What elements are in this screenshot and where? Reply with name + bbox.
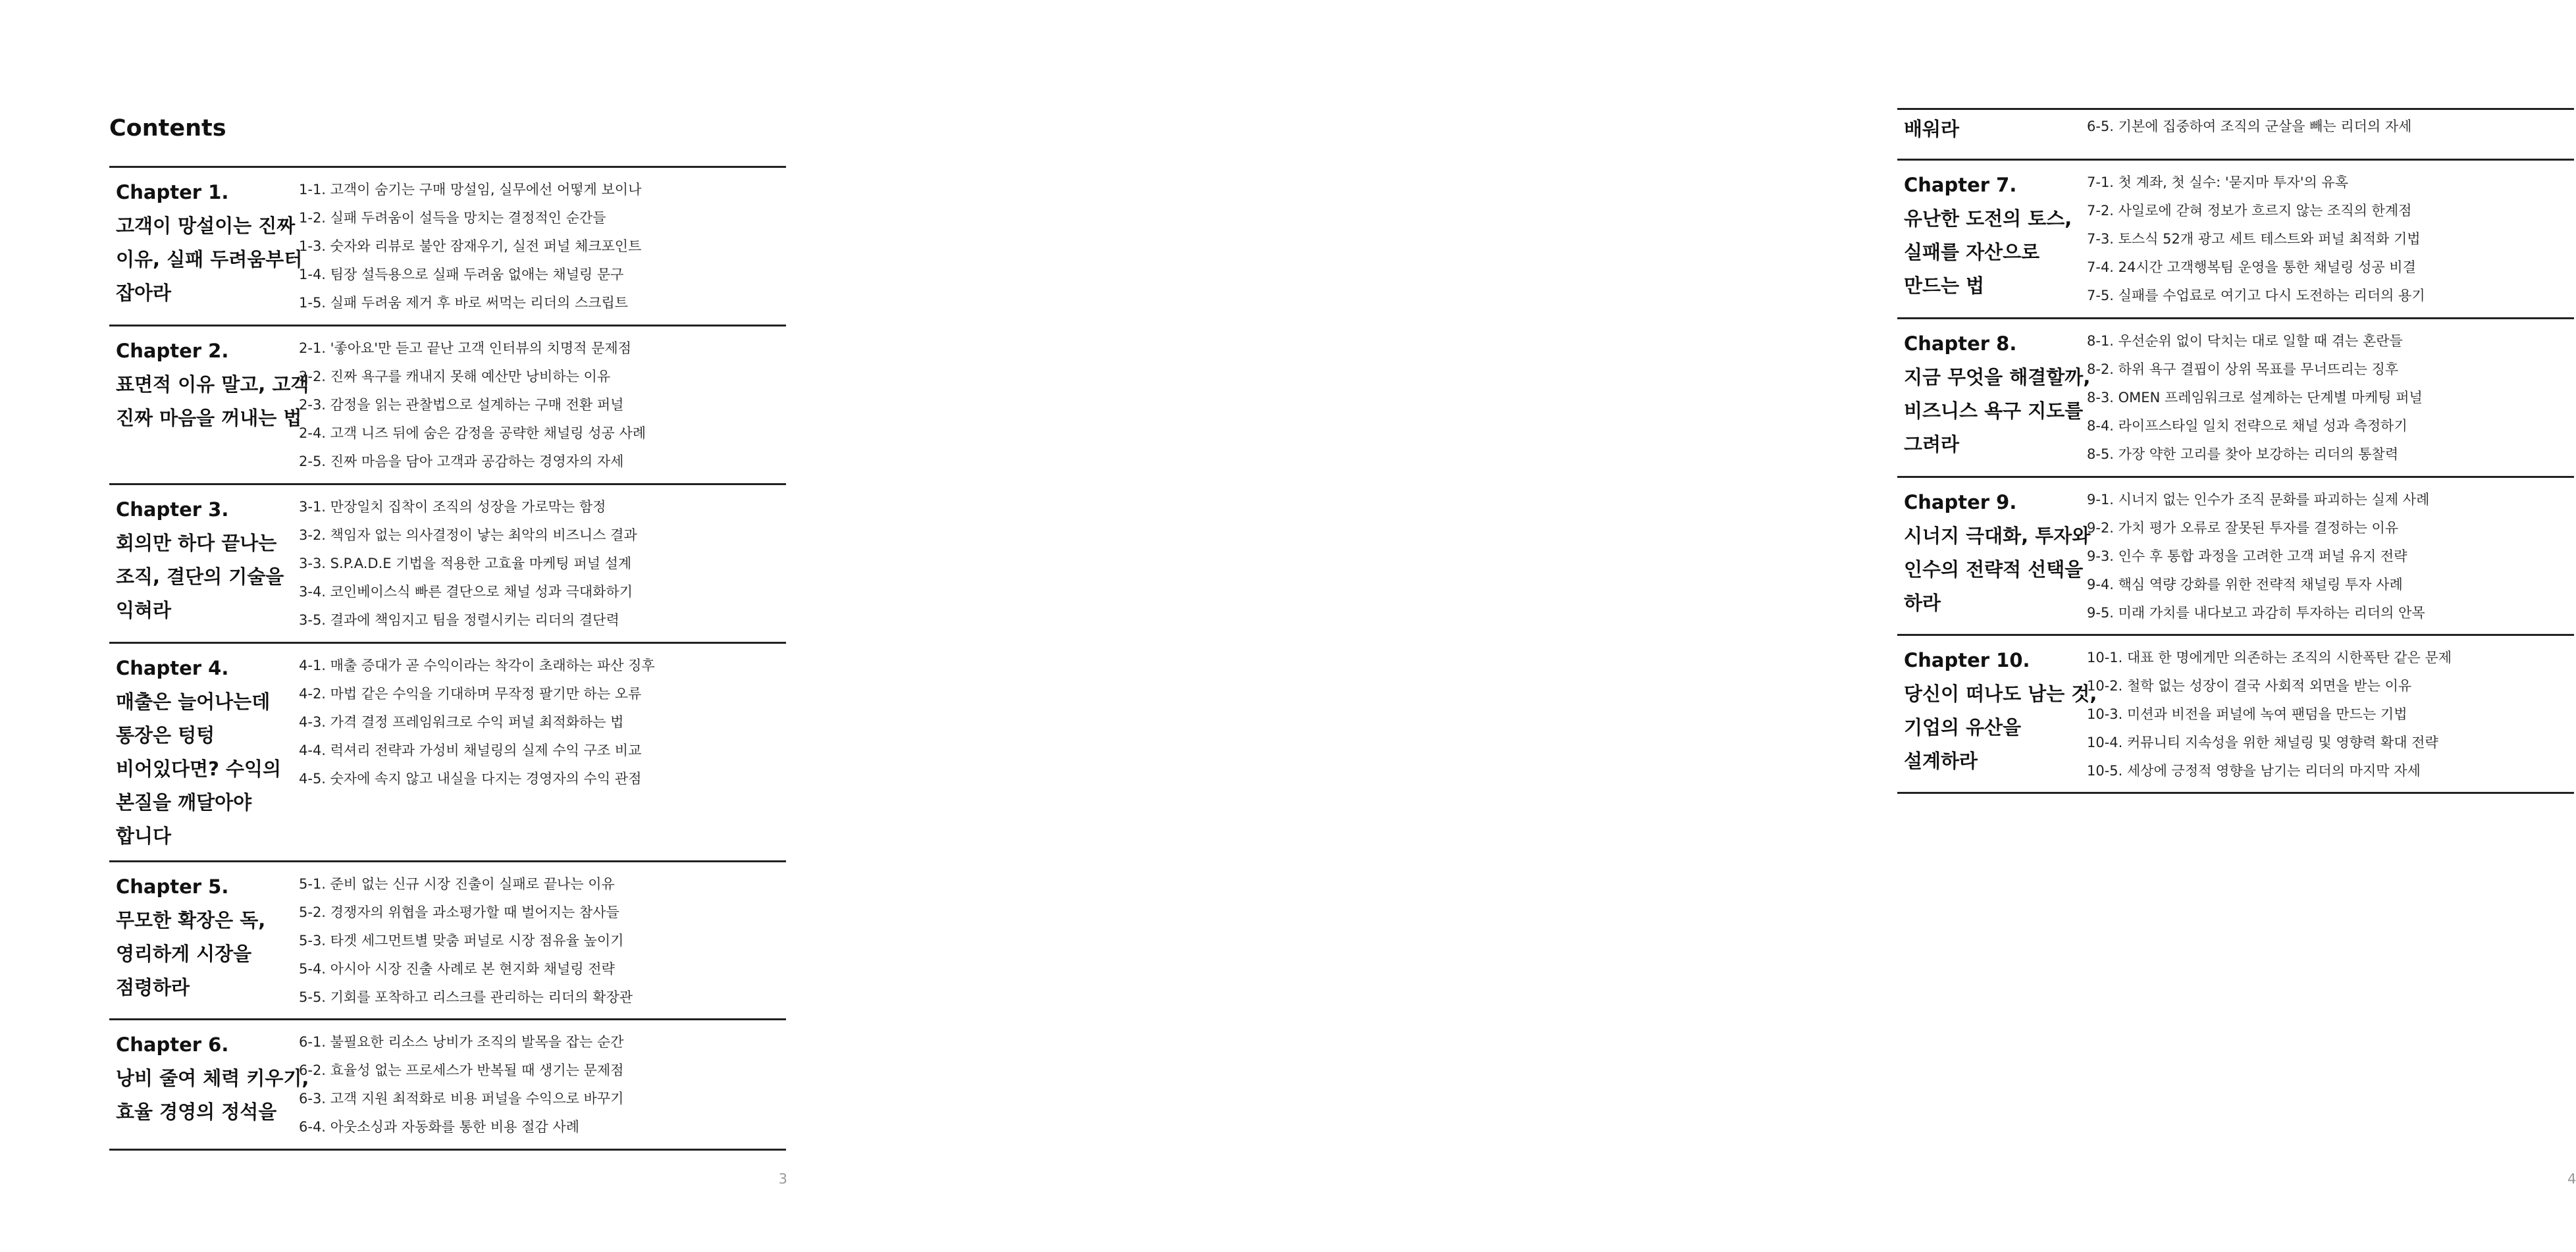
section-item: 10-3. 미션과 비전을 퍼널에 녹여 팬덤을 만드는 기법	[2087, 706, 2407, 722]
section-list	[299, 870, 786, 1018]
chapter-heading	[109, 652, 299, 860]
chapter-heading	[1897, 113, 2087, 159]
chapter-title-line: 잡아라	[116, 282, 172, 304]
page-number: 3	[778, 1171, 787, 1187]
section-item: 1-5. 실패 두려움 제거 후 바로 써먹는 리더의 스크립트	[299, 295, 629, 311]
section-item: 8-4. 라이프스타일 일치 전략으로 채널 성과 측정하기	[2087, 418, 2407, 434]
section-item: 9-2. 가치 평가 오류로 잘못된 투자를 결정하는 이유	[2087, 520, 2399, 536]
section-item: 8-1. 우선순위 없이 닥치는 대로 일할 때 겪는 혼란들	[2087, 333, 2403, 349]
section-item: 9-5. 미래 가치를 내다보고 과감히 투자하는 리더의 안목	[2087, 605, 2425, 621]
section-item: 7-1. 첫 계좌, 첫 실수: '묻지마 투자'의 유혹	[2087, 174, 2349, 190]
section-item: 6-5. 기본에 집중하여 조직의 군살을 빼는 리더의 자세	[2087, 118, 2412, 134]
section-item: 8-2. 하위 욕구 결핍이 상위 목표를 무너뜨리는 징후	[2087, 361, 2399, 377]
section-item: 2-4. 고객 니즈 뒤에 숨은 감정을 공략한 채널링 성공 사례	[299, 425, 646, 441]
section-item: 4-1. 매출 증대가 곧 수익이라는 착각이 초래하는 파산 징후	[299, 658, 655, 673]
section-item: 2-1. '좋아요'만 듣고 끝난 고객 인터뷰의 치명적 문제점	[299, 340, 631, 356]
section-item: 10-4. 커뮤니티 지속성을 위한 채널링 및 영향력 확대 전략	[2087, 735, 2438, 750]
section-list	[299, 176, 786, 325]
chapter-title-line: 배워라	[1904, 118, 1960, 140]
section-item: 5-2. 경쟁자의 위협을 과소평가할 때 벌어지는 참사들	[299, 904, 619, 920]
section-item: 5-5. 기회를 포착하고 리스크를 관리하는 리더의 확장관	[299, 989, 633, 1005]
chapter-title-line: 진짜 마음을 꺼내는 법	[116, 407, 302, 429]
chapter-number: Chapter 6.	[116, 1033, 229, 1056]
chapter-number: Chapter 9.	[1904, 491, 2017, 513]
section-item: 6-3. 고객 지원 최적화로 비용 퍼널을 수익으로 바꾸기	[299, 1091, 624, 1107]
chapter-title-line: 실패를 자산으로	[1904, 241, 2040, 263]
right-page	[889, 0, 2576, 1252]
section-item: 8-5. 가장 약한 고리를 찾아 보강하는 리더의 통찰력	[2087, 446, 2399, 462]
chapter-title-line: 이유, 실패 두려움부터	[116, 248, 303, 271]
page-number: 4	[2567, 1171, 2576, 1187]
section-item: 9-4. 핵심 역량 강화를 위한 전략적 채널링 투자 사례	[2087, 577, 2403, 592]
section-item: 10-1. 대표 한 명에게만 의존하는 조직의 시한폭탄 같은 문제	[2087, 650, 2452, 665]
chapter-heading	[109, 870, 299, 1018]
section-list	[2087, 169, 2574, 317]
chapter-row	[1897, 110, 2574, 161]
chapter-title-line: 인수의 전략적 선택을	[1904, 558, 2084, 581]
chapter-number: Chapter 3.	[116, 498, 229, 521]
chapter-row	[1897, 161, 2574, 319]
chapter-title-line: 만드는 법	[1904, 274, 1985, 297]
chapter-title-line: 합니다	[116, 825, 172, 847]
chapter-title-line: 조직, 결단의 기술을	[116, 565, 284, 588]
chapter-number: Chapter 8.	[1904, 332, 2017, 355]
chapter-heading	[109, 1028, 309, 1149]
chapter-title-line: 고객이 망설이는 진짜	[116, 215, 296, 237]
section-item: 9-1. 시너지 없는 인수가 조직 문화를 파괴하는 실제 사례	[2087, 492, 2430, 508]
chapter-title-line: 영리하게 시장을	[116, 943, 252, 965]
chapter-row	[109, 1020, 786, 1151]
section-item: 1-2. 실패 두려움이 설득을 망치는 결정적인 순간들	[299, 210, 606, 226]
section-item: 10-5. 세상에 긍정적 영향을 남기는 리더의 마지막 자세	[2087, 763, 2421, 779]
left-page	[0, 0, 889, 1252]
chapter-title-line: 무모한 확장은 독,	[116, 909, 266, 931]
chapter-heading	[109, 176, 303, 325]
section-item: 3-2. 책임자 없는 의사결정이 낳는 최악의 비즈니스 결과	[299, 527, 637, 543]
section-item: 5-1. 준비 없는 신규 시장 진출이 실패로 끝나는 이유	[299, 876, 615, 892]
section-item: 7-4. 24시간 고객행복팀 운영을 통한 채널링 성공 비결	[2087, 259, 2416, 275]
chapter-title-line: 통장은 텅텅	[116, 724, 215, 746]
chapter-row	[1897, 319, 2574, 478]
chapter-heading	[1897, 327, 2091, 476]
chapter-title-line: 비어있다면? 수익의	[116, 758, 282, 780]
chapter-row	[109, 485, 786, 644]
section-list	[299, 334, 786, 483]
section-item: 4-3. 가격 결정 프레임워크로 수익 퍼널 최적화하는 법	[299, 714, 624, 730]
chapter-title-line: 기업의 유산을	[1904, 716, 2022, 739]
chapter-heading	[1897, 644, 2097, 792]
chapter-heading	[109, 493, 299, 642]
section-item: 6-1. 불필요한 리소스 낭비가 조직의 발목을 잡는 순간	[299, 1034, 624, 1050]
section-item: 2-2. 진짜 욕구를 캐내지 못해 예산만 낭비하는 이유	[299, 369, 611, 384]
section-item: 4-4. 럭셔리 전략과 가성비 채널링의 실제 수익 구조 비교	[299, 743, 642, 758]
section-item: 3-3. S.P.A.D.E 기법을 적용한 고효율 마케팅 퍼널 설계	[299, 556, 632, 571]
section-item: 8-3. OMEN 프레임워크로 설계하는 단계별 마케팅 퍼널	[2087, 390, 2423, 405]
section-item: 3-5. 결과에 책임지고 팀을 정렬시키는 리더의 결단력	[299, 612, 619, 628]
section-item: 6-4. 아웃소싱과 자동화를 통한 비용 절감 사례	[299, 1119, 579, 1135]
chapter-title-line: 비즈니스 욕구 지도를	[1904, 400, 2084, 422]
section-item: 3-1. 만장일치 집착이 조직의 성장을 가로막는 함정	[299, 499, 606, 515]
section-item: 7-5. 실패를 수업료로 여기고 다시 도전하는 리더의 용기	[2087, 288, 2425, 303]
chapter-title-line: 시너지 극대화, 투자와	[1904, 525, 2091, 547]
section-item: 2-3. 감정을 읽는 관찰법으로 설계하는 구매 전환 퍼널	[299, 397, 624, 413]
chapter-title-line: 하라	[1904, 592, 1941, 614]
chapter-title-line: 효율 경영의 정석을	[116, 1101, 277, 1123]
chapter-number: Chapter 10.	[1904, 649, 2030, 671]
section-list	[299, 1028, 786, 1149]
section-item: 7-2. 사일로에 갇혀 정보가 흐르지 않는 조직의 한계점	[2087, 203, 2412, 219]
chapter-number: Chapter 1.	[116, 181, 229, 203]
section-list	[2087, 113, 2574, 159]
chapter-title-line: 유난한 도전의 토스,	[1904, 207, 2072, 230]
section-list	[299, 493, 786, 642]
section-list	[2087, 486, 2574, 634]
chapter-title-line: 그려라	[1904, 433, 1960, 456]
chapter-row	[1897, 636, 2574, 794]
section-item: 3-4. 코인베이스식 빠른 결단으로 채널 성과 극대화하기	[299, 584, 633, 600]
section-item: 5-3. 타겟 세그먼트별 맞춤 퍼널로 시장 점유율 높이기	[299, 933, 624, 949]
page-title: Contents	[109, 115, 226, 142]
chapter-title-line: 표면적 이유 말고, 고객	[116, 373, 309, 396]
chapter-title-line: 설계하라	[1904, 750, 1978, 772]
chapter-title-line: 지금 무엇을 해결할까,	[1904, 366, 2091, 388]
section-list	[299, 652, 786, 860]
chapter-row	[109, 862, 786, 1020]
chapter-title-line: 본질을 깨달아야	[116, 791, 252, 814]
section-list	[2087, 644, 2574, 792]
chapter-number: Chapter 5.	[116, 875, 229, 898]
chapter-title-line: 매출은 늘어나는데	[116, 691, 271, 713]
section-item: 9-3. 인수 후 통합 과정을 고려한 고객 퍼널 유지 전략	[2087, 548, 2407, 564]
chapter-row	[109, 326, 786, 485]
chapter-row	[109, 168, 786, 326]
table-of-contents	[109, 166, 786, 1151]
section-item: 1-4. 팀장 설득용으로 실패 두려움 없애는 채널링 문구	[299, 267, 624, 282]
section-item: 4-2. 마법 같은 수익을 기대하며 무작정 팔기만 하는 오류	[299, 686, 642, 702]
chapter-heading	[1897, 486, 2091, 634]
chapter-title-line: 당신이 떠나도 남는 것,	[1904, 683, 2097, 705]
chapter-heading	[1897, 169, 2087, 317]
chapter-title-line: 낭비 줄여 체력 키우기,	[116, 1067, 309, 1089]
chapter-heading	[109, 334, 309, 483]
section-item: 6-2. 효율성 없는 프로세스가 반복될 때 생기는 문제점	[299, 1062, 624, 1078]
chapter-title-line: 익혀라	[116, 599, 172, 621]
chapter-row	[1897, 478, 2574, 636]
section-item: 4-5. 숫자에 속지 않고 내실을 다지는 경영자의 수익 관점	[299, 771, 642, 787]
section-item: 10-2. 철학 없는 성장이 결국 사회적 외면을 받는 이유	[2087, 678, 2412, 694]
section-list	[2087, 327, 2574, 476]
section-item: 1-3. 숫자와 리뷰로 불안 잠재우기, 실전 퍼널 체크포인트	[299, 238, 642, 254]
section-item: 1-1. 고객이 숨기는 구매 망설임, 실무에선 어떻게 보이나	[299, 182, 642, 197]
chapter-number: Chapter 2.	[116, 340, 229, 362]
table-of-contents	[1897, 108, 2574, 794]
chapter-row	[109, 644, 786, 862]
chapter-title-line: 회의만 하다 끝나는	[116, 532, 277, 554]
section-item: 5-4. 아시아 시장 진출 사례로 본 현지화 채널링 전략	[299, 961, 615, 977]
chapter-title-line: 점령하라	[116, 976, 190, 999]
chapter-number: Chapter 7.	[1904, 174, 2017, 196]
section-item: 2-5. 진짜 마음을 담아 고객과 공감하는 경영자의 자세	[299, 454, 624, 469]
section-item: 7-3. 토스식 52개 광고 세트 테스트와 퍼널 최적화 기법	[2087, 231, 2421, 247]
chapter-number: Chapter 4.	[116, 657, 229, 679]
